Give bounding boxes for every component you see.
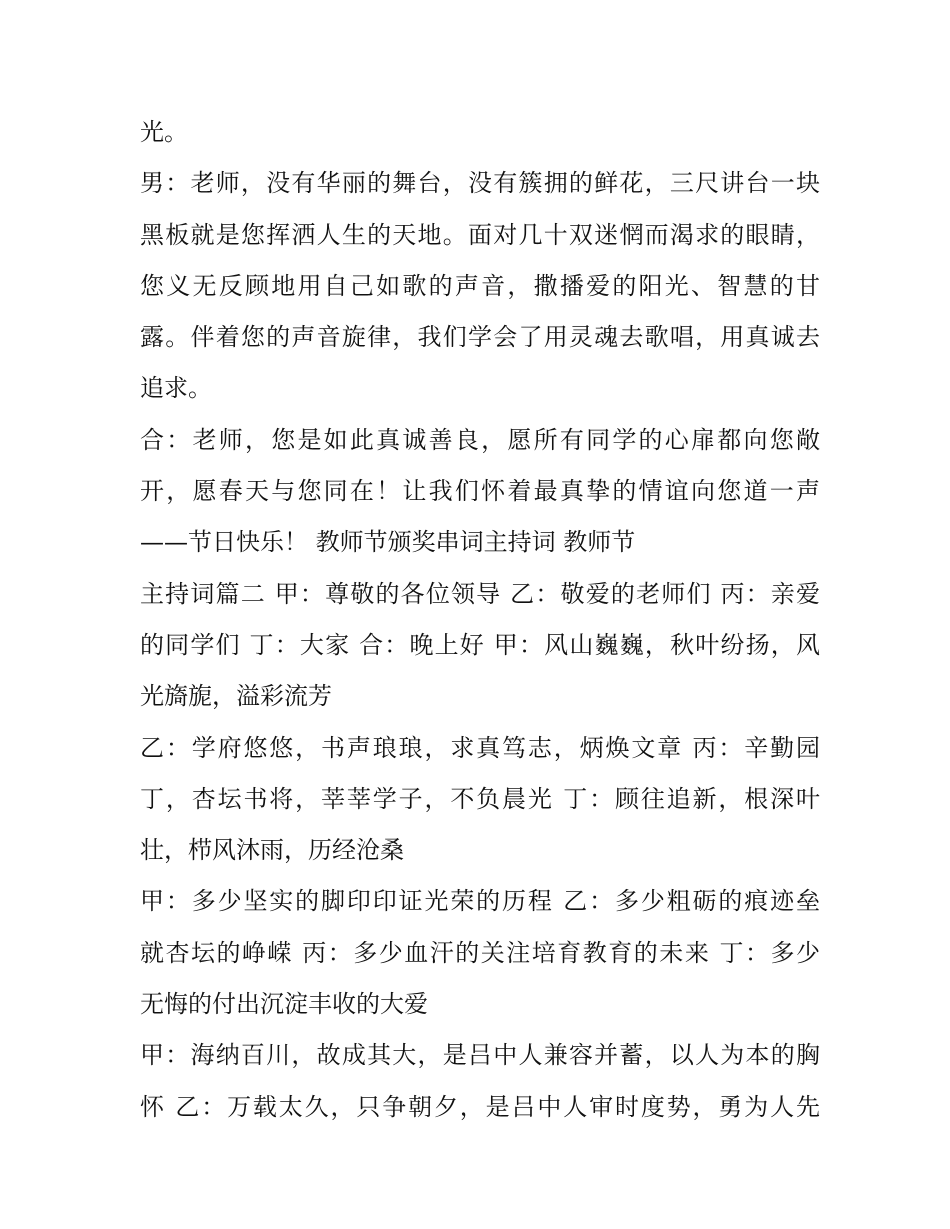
text-line: 无悔的付出沉淀丰收的大爱 <box>140 990 428 1019</box>
text-line: 光旖旎，溢彩流芳 <box>140 682 332 711</box>
text-line: 男：老师，没有华丽的舞台，没有簇拥的鲜花，三尺讲台一块 <box>140 169 820 198</box>
text-line: 怀 乙：万载太久，只争朝夕，是吕中人审时度势，勇为人先 <box>140 1092 820 1121</box>
text-line: 壮，栉风沐雨，历经沧桑 <box>140 836 404 865</box>
text-line: 开，愿春天与您同在！让我们怀着最真挚的情谊向您道一声 <box>140 477 820 506</box>
text-line: 光。 <box>140 118 188 146</box>
text-line: 露。伴着您的声音旋律，我们学会了用灵魂去歌唱，用真诚去 <box>140 323 820 352</box>
text-line: 的同学们 丁：大家 合：晚上好 甲：风山巍巍，秋叶纷扬，风 <box>140 630 820 659</box>
text-line: 丁，杏坛书将，莘莘学子，不负晨光 丁：顾往追新，根深叶 <box>140 784 820 813</box>
text-line: 主持词篇二 甲：尊敬的各位领导 乙：敬爱的老师们 丙：亲爱 <box>140 579 820 608</box>
text-line: 甲：多少坚实的脚印印证光荣的历程 乙：多少粗砺的痕迹垒 <box>140 887 820 916</box>
text-line: 追求。 <box>140 374 212 403</box>
text-line: ——节日快乐！ 教师节颁奖串词主持词 教师节 <box>140 528 636 557</box>
document-body <box>140 107 820 1133</box>
text-line: 就杏坛的峥嵘 丙：多少血汗的关注培育教育的未来 丁：多少 <box>140 938 820 967</box>
text-line: 甲：海纳百川，故成其大，是吕中人兼容并蓄，以人为本的胸 <box>140 1041 820 1070</box>
text-line: 合：老师，您是如此真诚善良，愿所有同学的心扉都向您敞 <box>140 425 820 454</box>
text-line: 黑板就是您挥洒人生的天地。面对几十双迷惘而渴求的眼睛， <box>140 220 820 249</box>
text-line: 您义无反顾地用自己如歌的声音，撒播爱的阳光、智慧的甘 <box>140 271 820 300</box>
text-line: 乙：学府悠悠，书声琅琅，求真笃志，炳焕文章 丙：辛勤园 <box>140 733 820 762</box>
